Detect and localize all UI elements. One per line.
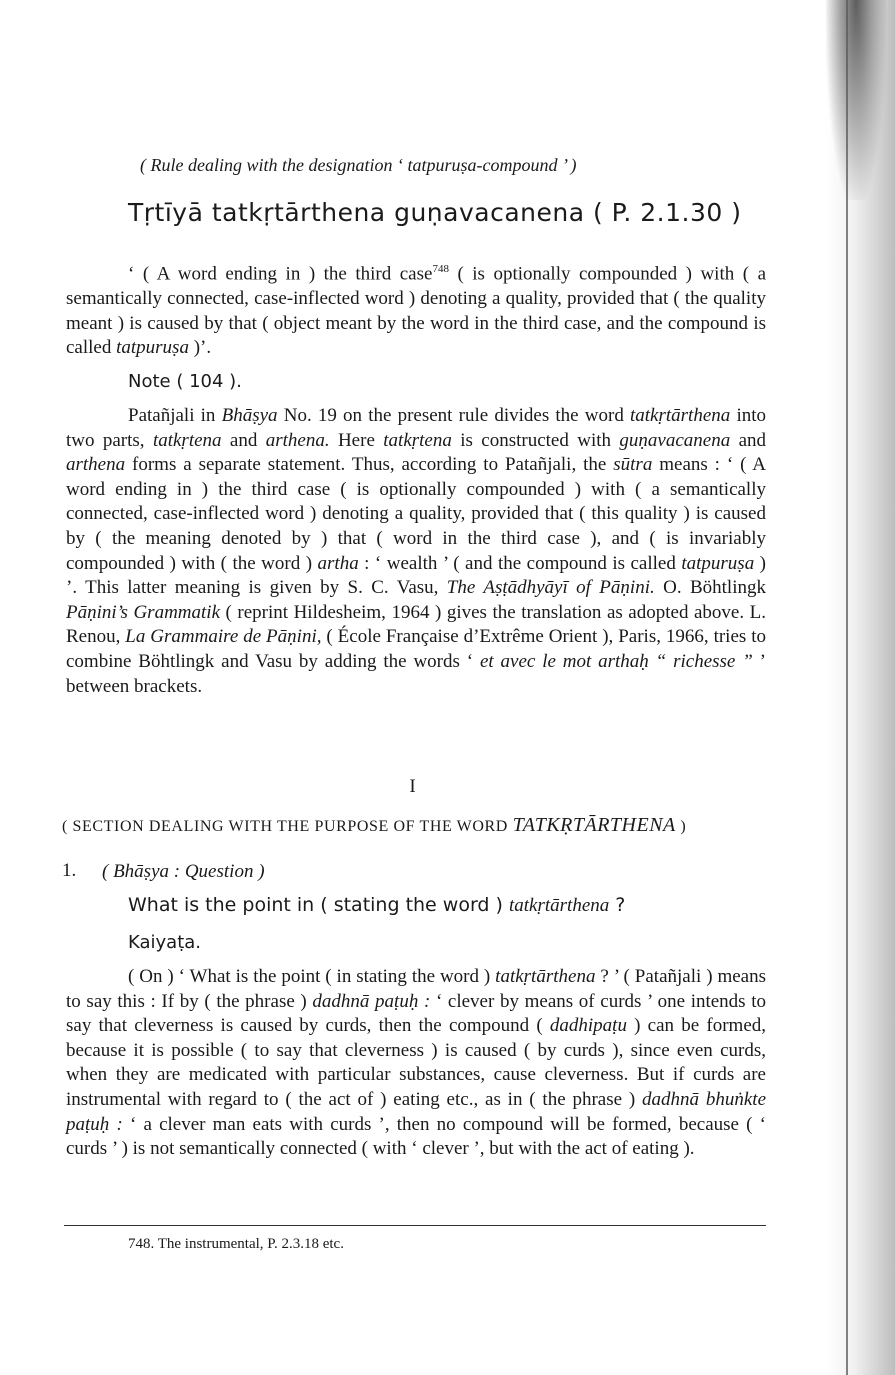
note-paragraph: Patañjali in Bhāṣya No. 19 on the present rule divides the word tatkṛtārthena into two parts, tatkṛtena and arthena. Here tatkṛtena is constructed with guṇavacanena and arthena forms a separate statement. Thus, according to Patañjali, the sūtra means : ‘ ( A word ending in ) the third case ( is optionally compounded ) with ( a semantically connected, case-inflected word ) denoting a quality, provided that ( this quality ) is caused by ( the meaning denoted by ) that ( word in the third case ), and ( is invariably compounded ) with ( the word ) artha : ‘ wealth ’ ( and the compound is called tatpuruṣa ) ’. This latter meaning is given by S. C. Vasu, The Aṣṭādhyāyī of Pāṇini. O. Böhtlingk Pāṇini’s Grammatik ( reprint Hildesheim, 1964 ) gives the translation as adopted above. L. Renou, La Grammaire de Pāṇini, ( École Française d’Extrême Orient ), Paris, 1966, tries to combine Böhtlingk and Vasu by adding the words ‘ et avec le mot arthaḥ “ richesse ” ’ between brackets.: [66, 405, 767, 697]
note-label: Note ( 104 ).: [128, 371, 242, 392]
footnote-divider: [64, 1225, 766, 1226]
kaiyata-paragraph: ( On ) ‘ What is the point ( in stating the word ) tatkṛtārthena ? ’ ( Patañjali ) means to say this : If by ( the phrase ) dadhnā paṭuḥ : ‘ clever by means of curds ’ one intends to say that cleverness is caused by curds, then the compound ( dadhipaṭu ) can be formed, because it is possible ( to say that cleverness ) is caused ( by curds ), since even curds, when they are medicated with particular substances, cause cleverness. But if curds are instrumental with regard to ( the act of ) eating etc., as in ( the phrase ) dadhnā bhuṅkte paṭuḥ : ‘ a clever man eats with curds ’, then no compound will be formed, because ( ‘ curds ’ ) is not semantically connected ( with ‘ clever ’, but with the act of eating ).: [66, 966, 766, 1160]
bhasya-label: ( Bhāṣya : Question ): [102, 861, 265, 882]
section-roman-numeral: I: [409, 776, 416, 797]
kaiyata-label: Kaiyaṭa.: [128, 932, 202, 953]
scan-edge-blot: [826, 0, 886, 200]
question-text: What is the point in ( stating the word ) tatkṛtārthena ?: [128, 894, 626, 916]
scan-edge-shadow: [825, 0, 895, 1375]
footnote-ref[interactable]: 748: [432, 263, 449, 275]
scan-edge-line: [846, 0, 848, 1375]
footnote: 748. The instrumental, P. 2.3.18 etc.: [128, 1236, 344, 1252]
translation-paragraph: ‘ ( A word ending in ) the third case$^{748}$ ( is optionally compounded ) with ( a semantically connected, case-inflected word ) denoting a quality, provided that ( the quality meant ) is caused by that ( object meant by the word in the third case, and the compound is called tatpuruṣa )’.: [66, 263, 766, 359]
section-heading: ( SECTION DEALING WITH THE PURPOSE OF THE WORD TATKṚTĀRTHENA ): [62, 814, 687, 836]
rule-designation-note: ( Rule dealing with the designation ‘ tatpuruṣa-compound ’ ): [140, 155, 577, 175]
item-number: 1.: [62, 860, 77, 881]
rule-title: Tṛtīyā tatkṛtārthena guṇavacanena ( P. 2.1.30 ): [128, 198, 742, 227]
